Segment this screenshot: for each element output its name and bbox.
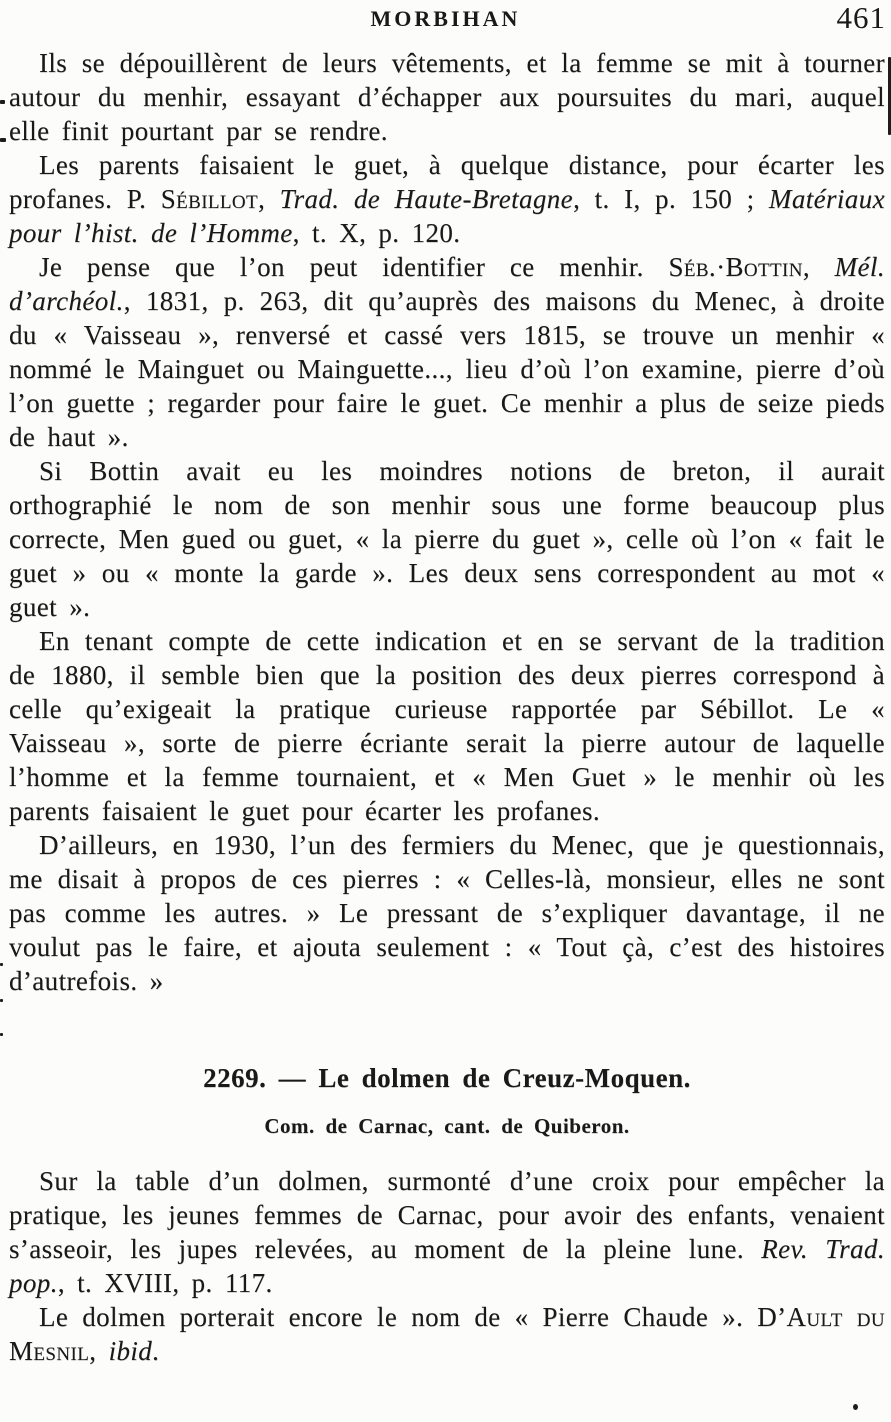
- text-segment: En tenant compte de cette indication et en se servant de la tradition de 1880, il semble bien que la position des deux pierres correspond à celle qu’exigeait la pratique curieuse rapportée par Sébillot. Le « Vaisseau », sorte de pierre écriante serait la pierre autour de laquelle l’homme et la femme tournaient, et « Men Guet » le menhir où les parents faisaient le guet pour écarter les profanes.: [9, 626, 885, 826]
- text-segment: Le dolmen porterait encore le nom de « Pierre Chaude ».: [39, 1302, 758, 1332]
- scan-speck: [0, 100, 5, 104]
- text-segment: Je pense que l’on peut identifier ce menhir.: [39, 252, 669, 282]
- paragraph: [9, 624, 885, 828]
- paragraph: [9, 1164, 885, 1300]
- page-number: 461: [836, 0, 886, 35]
- text-segment: Les parents faisaient le guet, à quelque distance, pour écarter les profanes. P.: [9, 150, 885, 214]
- section-subheading: Com. de Carnac, cant. de Quiberon.: [264, 1114, 630, 1138]
- paragraph: [9, 148, 885, 250]
- scan-speck: [0, 1033, 3, 1036]
- text-segment: Matériaux pour l’hist. de l’Homme: [9, 184, 885, 248]
- text-segment: ,: [802, 252, 835, 282]
- scan-speck: [0, 963, 3, 966]
- paragraph: [9, 250, 885, 454]
- text-segment: , t. I, p. 150 ;: [573, 184, 769, 214]
- text-segment: , t. X, p. 120.: [292, 218, 461, 248]
- text-segment: ,: [89, 1336, 109, 1366]
- paragraph: [9, 454, 885, 624]
- paragraph: [9, 828, 885, 998]
- text-segment: Si Bottin avait eu les moindres notions de breton, il aurait orthographié le nom de son menhir sous une forme beaucoup plus correcte, Men gued ou guet, « la pierre du guet », celle où l’on « fait le guet » ou « monte la garde ». Les deux sens correspondent au mot « guet ».: [9, 456, 885, 622]
- text-segment: Ils se dépouillèrent de leurs vêtements, et la femme se mit à tourner autour du menhir, essayant d’échapper aux poursuites du mari, auquel elle finit pourtant par se rendre.: [9, 48, 885, 146]
- text-segment: , t. XVIII, p. 117.: [57, 1268, 273, 1298]
- text-segment: D’ailleurs, en 1930, l’un des fermiers du Menec, que je questionnais, me disait à propos de ces pierres : « Celles-là, monsieur, elles ne sont pas comme les autres. » Le pressant de s’expliquer davantage, il ne voulut pas le faire, et ajouta seulement : « Tout çà, c’est des histoires d’autrefois. »: [9, 830, 885, 996]
- scan-speck: [0, 999, 3, 1002]
- scan-speck: [853, 1404, 858, 1410]
- section-heading: 2269. — Le dolmen de Creuz-Moquen.: [203, 1063, 691, 1093]
- page-header: [0, 0, 891, 36]
- text-segment: ,: [258, 184, 280, 214]
- text-segment: Sur la table d’un dolmen, surmonté d’une croix pour empêcher la pratique, les jeunes femmes de Carnac, pour avoir des enfants, venaient s’asseoir, les jupes relevées, au moment de la pleine lune.: [9, 1166, 885, 1264]
- text-segment: .: [152, 1336, 160, 1366]
- text-segment: ibid: [108, 1336, 153, 1366]
- paragraph: [9, 46, 885, 148]
- scan-speck: [0, 138, 6, 142]
- text-segment: Trad. de Haute-Bretagne: [279, 184, 574, 214]
- text-segment: Rev. Trad. pop.: [9, 1234, 885, 1298]
- paragraph: [9, 1300, 885, 1368]
- page-body: [0, 36, 891, 1368]
- running-title: MORBIHAN: [370, 6, 521, 31]
- text-segment: , 1831, p. 263, dit qu’auprès des maisons du Menec, à droite du « Vaisseau », renversé et cassé vers 1815, se trouve un menhir « nommé le Mainguet ou Mainguette..., lieu d’où l’on examine, pierre d’où l’on guette ; regarder pour faire le guet. Ce menhir a plus de seize pieds de haut ».: [9, 286, 885, 452]
- text-segment: D’Ault du Mesnil: [9, 1302, 885, 1366]
- text-segment: Séb.·Bottin: [668, 252, 803, 282]
- text-segment: Sébillot: [160, 184, 259, 214]
- text-segment: Mél. d’archéol.: [9, 252, 885, 316]
